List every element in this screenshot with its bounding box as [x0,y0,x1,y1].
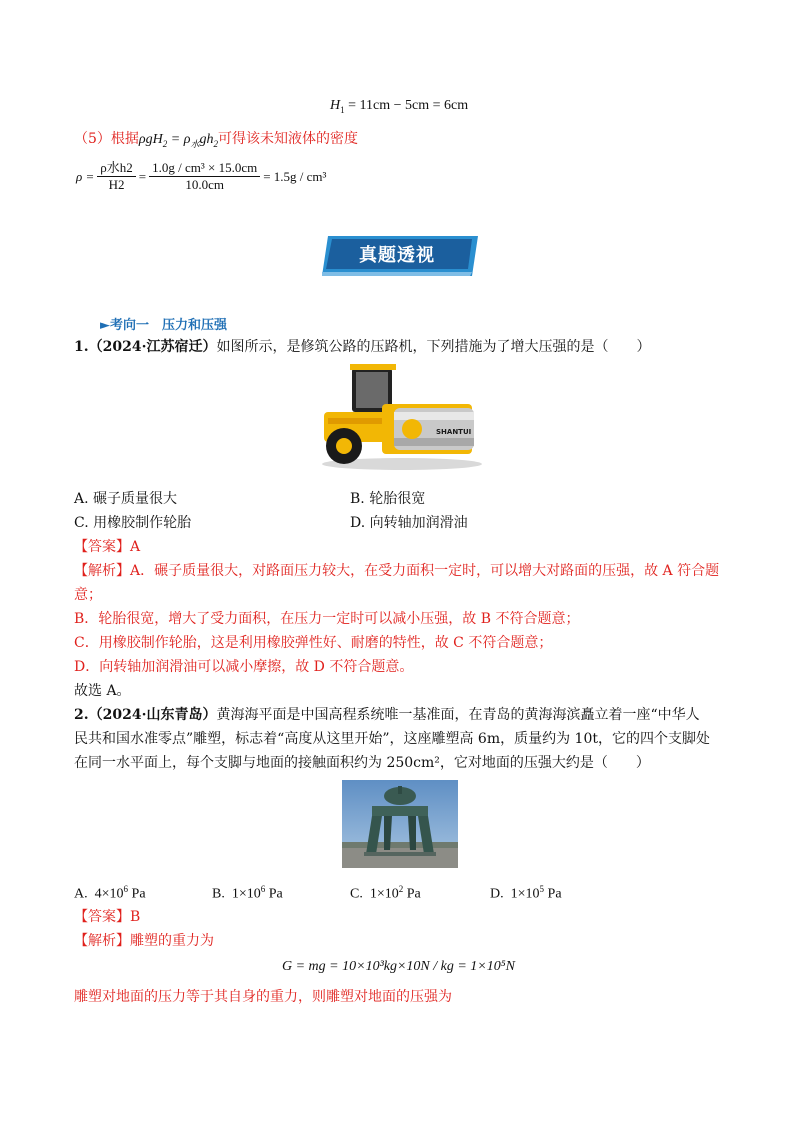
q2-opt-c-base: 1×10 [369,886,399,902]
q1-stem [74,336,650,358]
q2-analysis-label: 【解析】 [74,933,130,949]
q1-opt-a-key: A. [74,491,89,507]
q2-opt-d-exp: 5 [539,884,545,894]
q1-opt-b-text: 轮胎很宽 [369,491,426,507]
banner-title: 真题透视 [359,245,435,266]
q1-analysis-line-3: B．轮胎很宽，增大了受力面积，在压力一定时可以减小压强，故 B 不符合题意； [74,611,580,627]
frac-1-den: H2 [108,177,125,192]
equation-h1 [330,95,468,121]
q2-opt-d-base: 1×10 [510,886,540,902]
f-b: = ρ [167,132,191,147]
q1-opt-d-key: D. [350,515,366,531]
q2-stem-line-1 [74,704,700,726]
q1-stem-text: 如图所示，是修筑公路的压路机，下列措施为了增大压强的是（ ） [216,339,651,355]
q1-opt-a-text: 碾子质量很大 [93,491,178,507]
q1-opt-c-key: C. [74,515,89,531]
eq-h1-rhs: = 11cm − 5cm = 6cm [344,98,469,113]
rho-rhs: = 1.5g / cm³ [263,168,327,184]
q2-opt-b-base: 1×10 [231,886,261,902]
q2-opt-d-key: D. [490,886,504,902]
f-a: ρgH [138,132,163,147]
q1-number: 1. [74,339,89,355]
q2-opt-b-key: B. [212,886,225,902]
step5-suffix: 可得该未知液体的密度 [217,131,358,147]
q1-analysis-label: 【解析】 [74,563,130,579]
q2-opt-c-key: C. [350,886,363,902]
q2-opt-d-unit: Pa [544,886,562,902]
q1-source: （2024·江苏宿迁） [88,339,217,355]
q1-option-c [74,512,191,534]
q1-analysis-line-4: C．用橡胶制作轮胎，这是利用橡胶弹性好、耐磨的特性，故 C 不符合题意； [74,635,553,651]
equation-density [76,160,326,193]
q1-opt-b-key: B. [350,491,365,507]
q1-answer: 【答案】A [74,539,141,555]
q1-analysis-line-2: 意； [74,587,102,603]
q1-opt-d-text: 向转轴加润滑油 [369,515,468,531]
q2-opt-a-key: A. [74,886,88,902]
roller-brand-text: SHANTUI [436,428,472,436]
q2-option-c [350,878,421,906]
frac-2-den: 10.0cm [185,177,224,192]
sub-1: 1 [340,104,345,115]
q1-option-d [350,512,468,534]
q1-analysis-line-1 [74,560,719,582]
frac-2-num: 1.0g / cm³ × 15.0cm [149,160,260,177]
q2-opt-c-exp: 2 [398,884,404,894]
q2-opt-c-unit: Pa [403,886,421,902]
f-a-sub: 2 [162,138,168,149]
f-b-sub: 水 [190,138,200,149]
q2-opt-b-exp: 6 [260,884,266,894]
q2-option-a [74,878,146,906]
q1-analysis-line-5: D．向转轴加润滑油可以减小摩擦，故 D 不符合题意。 [74,659,414,675]
step-5-line [74,128,358,155]
q1-option-b [350,488,425,510]
q2-answer: 【答案】B [74,909,141,925]
q2-stem-line-3: 在同一水平面上，每个支脚与地面的接触面积约为 250cm²，它对地面的压强大约是（ ） [74,755,650,771]
frac-1-num: ρ水h2 [97,160,136,177]
q2-analysis-line-1 [74,930,214,952]
q2-option-d [490,878,562,906]
q2-number: 2. [74,707,89,723]
step5-formula [139,132,218,147]
q2-option-b [212,878,283,906]
q2-opt-a-base: 4×10 [94,886,124,902]
frac-2 [149,160,260,193]
q2-equation-g: G = mg = 10×10³kg×10N / kg = 1×10⁵N [282,959,515,974]
q1-conclusion: 故选 A。 [74,683,131,699]
q2-opt-a-exp: 6 [123,884,129,894]
q1-opt-c-text: 用橡胶制作轮胎 [93,515,192,531]
sculpture-image [342,780,458,868]
step5-prefix: （5）根据 [74,131,139,147]
equals: = [138,168,147,184]
q2-analysis-intro: 雕塑的重力为 [130,933,214,949]
frac-1 [97,160,136,193]
q1-option-a [74,488,177,510]
q2-stem-text-0: 黄海海平面是中国高程系统唯一基准面，在青岛的黄海海滨矗立着一座“中华人 [216,707,700,723]
q2-last-line: 雕塑对地面的压力等于其自身的重力，则雕塑对地面的压强为 [74,989,452,1005]
road-roller-image [312,360,488,472]
f-c: gh [199,132,214,147]
q2-opt-a-unit: Pa [128,886,146,902]
q2-source: （2024·山东青岛） [88,707,217,723]
section-heading: ►考向一 压力和压强 [100,318,227,333]
section-banner [322,236,478,276]
q2-stem-line-2: 民共和国水准零点”雕塑，标志着“高度从这里开始”，这座雕塑高 6m，质量约为 10t，它的四个支脚处 [74,731,710,747]
q2-opt-b-unit: Pa [265,886,283,902]
rho-lhs: ρ = [76,168,95,184]
var-h: H [330,98,341,113]
q1-analysis-text-0: A．碾子质量很大，对路面压力较大，在受力面积一定时，可以增大对路面的压强，故 A 符合题 [130,563,720,579]
f-c-sub: 2 [213,138,218,149]
